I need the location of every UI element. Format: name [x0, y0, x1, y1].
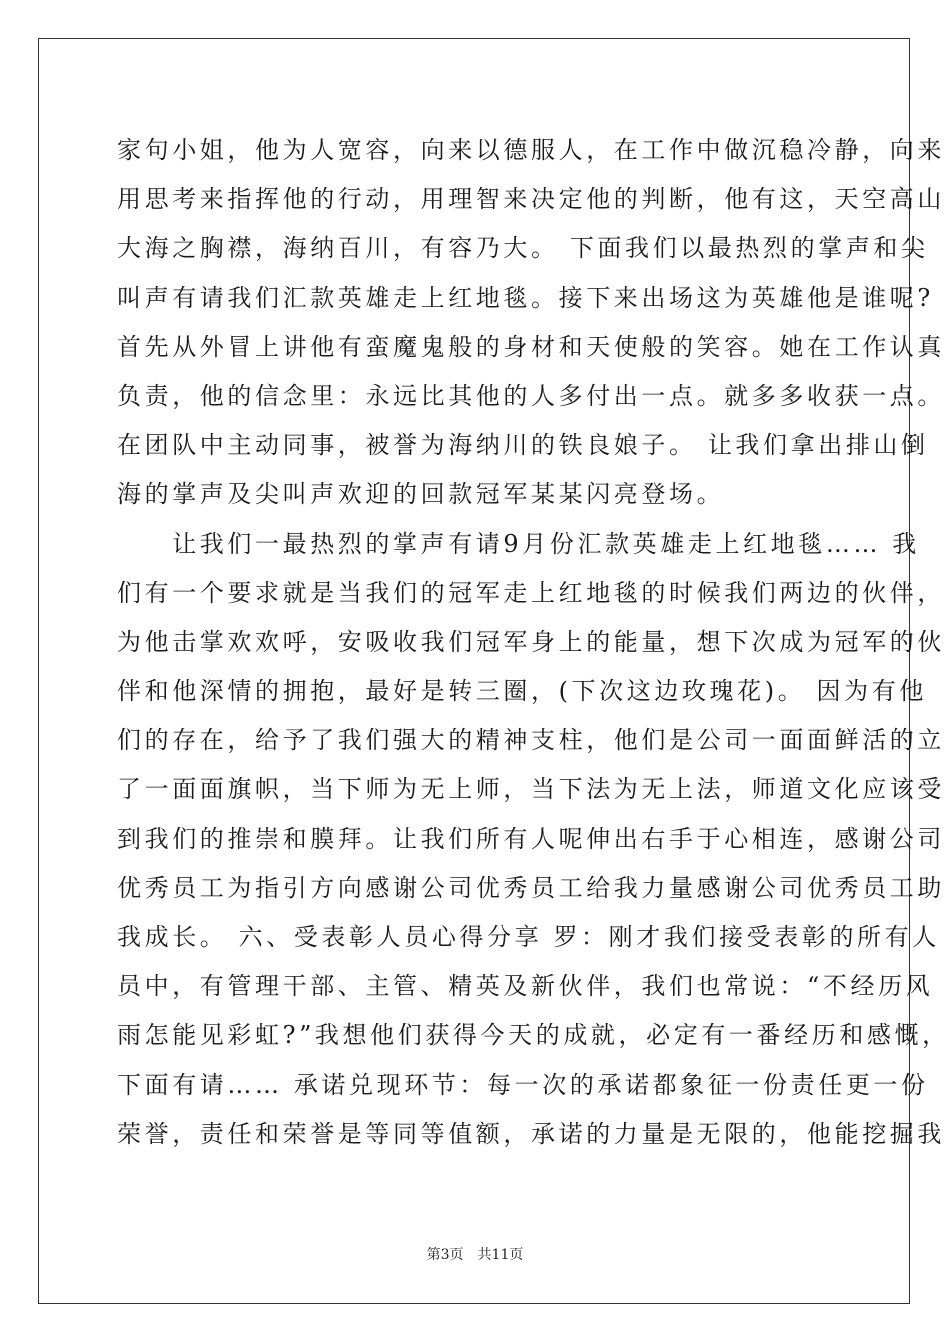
text-line: 用思考来指挥他的行动，用理智来决定他的判断，他有这，天空高山 — [117, 185, 945, 214]
text-line: 雨怎能见彩虹?”我想他们获得今天的成就，必定有一番经历和感慨， — [117, 1021, 950, 1050]
text-line: 为他击掌欢欢呼，安吸收我们冠军身上的能量，想下次成为冠军的伙 — [117, 627, 945, 656]
text-line: 叫声有请我们汇款英雄走上红地毯。接下来出场这为英雄他是谁呢? — [117, 283, 934, 312]
text-line: 大海之胸襟，海纳百川，有容乃大。 下面我们以最热烈的掌声和尖 — [117, 234, 929, 263]
text-line: 负责，他的信念里：永远比其他的人多付出一点。就多多收获一点。 — [117, 381, 945, 410]
text-line: 了一面面旗帜，当下师为无上师，当下法为无上法，师道文化应该受 — [117, 775, 945, 804]
text-line: 家句小姐，他为人宽容，向来以德服人，在工作中做沉稳冷静，向来 — [117, 136, 945, 164]
text-line: 海的掌声及尖叫声欢迎的回款冠军某某闪亮登场。 — [117, 480, 725, 509]
text-line: 下面有请…… 承诺兑现环节：每一次的承诺都象征一份责任更一份 — [117, 1070, 929, 1099]
text-line: 到我们的推崇和膜拜。让我们所有人呢伸出右手于心相连，感谢公司 — [117, 824, 945, 853]
text-line: 在团队中主动同事，被誉为海纳川的铁良娘子。 让我们拿出排山倒 — [117, 431, 929, 460]
text-line: 首先从外冒上讲他有蛮魔鬼般的身材和天使般的笑容。她在工作认真 — [117, 332, 945, 361]
page-footer — [0, 1244, 950, 1264]
text-line: 伴和他深情的拥抱，最好是转三圈，(下次这边玫瑰花)。 因为有他 — [117, 677, 927, 706]
text-line: 们的存在，给予了我们强大的精神支柱，他们是公司一面面鲜活的立 — [117, 726, 945, 755]
page-number: 第3页 共11页 — [426, 1247, 524, 1263]
document-body — [117, 130, 950, 1163]
text-line: 们有一个要求就是当我们的冠军走上红地毯的时候我们两边的伙伴， — [117, 578, 945, 607]
text-line: 荣誉，责任和荣誉是等同等值额，承诺的力量是无限的，他能挖掘我 — [117, 1119, 945, 1148]
text-line: 我成长。 六、受表彰人员心得分享 罗：刚才我们接受表彰的所有人 — [117, 923, 940, 951]
text-line: 让我们一最热烈的掌声有请9月份汇款英雄走上红地毯…… 我 — [117, 529, 920, 558]
text-line: 优秀员工为指引方向感谢公司优秀员工给我力量感谢公司优秀员工助 — [117, 873, 945, 902]
text-line: 员中，有管理干部、主管、精英及新伙伴，我们也常说：“不经历风 — [117, 972, 934, 1001]
